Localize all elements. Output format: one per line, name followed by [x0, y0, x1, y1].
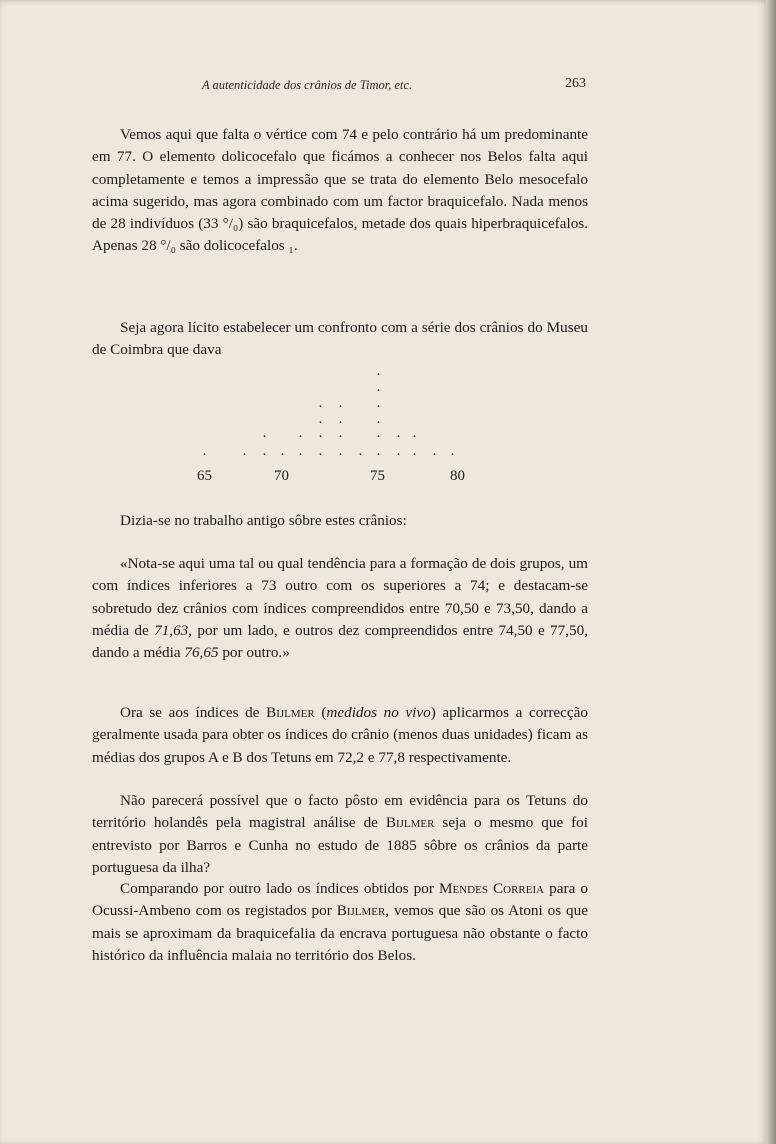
figure-dot: · [262, 429, 267, 445]
dot-distribution-figure [150, 368, 490, 492]
page-number: 263 [565, 76, 586, 91]
figure-dot: · [358, 447, 363, 463]
author-mendes-correia: Mendes Correia [439, 880, 545, 897]
figure-dot: · [338, 429, 343, 445]
paragraph-2-text: Seja agora lícito estabelecer um confronto com a série dos crânios do Museu de Coimbra que dava [92, 319, 588, 359]
paragraph-6-part-1: Comparando por outro lado os índices obtidos por [120, 880, 439, 897]
figure-dot: · [376, 383, 381, 399]
quote-block [92, 553, 588, 664]
figure-dot: · [376, 399, 381, 415]
paragraph-6-text [92, 878, 588, 967]
axis-label-65: 65 [197, 468, 212, 484]
figure-dot: · [318, 447, 323, 463]
paragraph-1-text: Vemos aqui que falta o vértice com 74 e pelo contrário há um predominante em 77. O elemento dolicocefalo que ficámos a conhecer nos Belos falta aqui completamente e temos a impressão que se trata do elemento Belo mesocefalo acima sugerido, mas agora combinado com um factor braquicefalo. Nada menos de 28 indivíduos (33 °/₀) são braquicefalos, metade dos quais hiperbraquicefalos. Apenas 28 °/₀ são dolicocefalos ₁. [92, 126, 588, 255]
paragraph-5-text [92, 790, 588, 879]
author-bijlmer: Bijlmer [336, 902, 386, 920]
figure-dot: · [450, 447, 455, 463]
figure-dot: · [338, 447, 343, 463]
figure-dot: · [376, 415, 381, 431]
figure-dot: · [318, 415, 323, 431]
figure-dot: · [376, 447, 381, 463]
page-header [92, 76, 588, 98]
author-bijlmer: Bijlmer [266, 704, 315, 721]
paragraph-6-part-2: para o Ocussi-Ambeno com os registados por [92, 880, 588, 920]
figure-dot: · [280, 447, 285, 463]
paragraph-4-part-1: Ora se aos índices de [120, 704, 267, 721]
figure-dot: · [376, 429, 381, 445]
figure-dot: · [298, 429, 303, 445]
paragraph-4-part-2: ( [314, 704, 327, 721]
paragraph-6 [92, 878, 588, 967]
axis-label-80: 80 [450, 468, 465, 484]
figure-dot: · [412, 429, 417, 445]
quote-value-1: 71,63 [154, 621, 189, 639]
author-bijlmer: Bijlmer [385, 814, 435, 832]
paragraph-2 [92, 317, 588, 362]
figure-dot: · [262, 447, 267, 463]
quote-value-2: 76,65 [184, 644, 219, 662]
figure-dot: · [432, 447, 437, 463]
page-edge [766, 0, 776, 1144]
running-title: A autenticidade dos crânios de Timor, etc. [202, 78, 413, 92]
figure-dot: · [242, 447, 247, 463]
paragraph-4-italic: medidos no vivo [326, 704, 431, 721]
paragraph-5-part-1: Não parecerá possível que o facto pôsto em evidência para os Tetuns do território holandês pela magistral análise de [92, 792, 588, 832]
axis-label-75: 75 [370, 468, 385, 484]
axis-label-70: 70 [274, 468, 289, 484]
paragraph-4-text [92, 702, 588, 769]
figure-dot: · [376, 367, 381, 383]
figure-dot: · [338, 399, 343, 415]
paragraph-6-part-3: , vemos que são os Atoni os que mais se aproximam da braquicefalia da encrava portuguesa não obstante o facto histórico da influência malaia no território dos Belos. [92, 902, 588, 964]
figure-dot: · [318, 399, 323, 415]
quote-part-3: por outro.» [218, 644, 290, 662]
paragraph-1 [92, 124, 588, 258]
quote-part-1: «Nota-se aqui uma tal ou qual tendência para a formação de dois grupos, um com índices inferiores a 73 outro com os superiores a 74; e destacam-se sobretudo dez crânios com índices compreendidos entre 70,50 e 73,50, dando a média de [92, 555, 588, 639]
figure-dot: · [318, 429, 323, 445]
quote-text [92, 553, 588, 664]
paragraph-5-part-2: seja o mesmo que foi entrevisto por Barros e Cunha no estudo de 1885 sôbre os crânios da parte portuguesa da ilha? [92, 814, 588, 876]
figure-dot: · [298, 447, 303, 463]
paragraph-4-part-3: ) aplicarmos a correcção geralmente usada para obter os índices do crânio (menos duas unidades) ficam as médias dos grupos A e B dos Tetuns em 72,2 e 77,8 respectivamente. [92, 704, 588, 766]
figure-dot: · [396, 447, 401, 463]
figure-dot: · [396, 429, 401, 445]
paragraph-4 [92, 702, 588, 769]
paragraph-3 [92, 510, 588, 532]
paragraph-3-text: Dizia-se no trabalho antigo sôbre estes crânios: [120, 512, 407, 529]
figure-dot: · [338, 415, 343, 431]
paragraph-5 [92, 790, 588, 879]
figure-dot: · [412, 447, 417, 463]
quote-part-2: , por um lado, e outros dez compreendidos entre 74,50 e 77,50, dando a média [92, 621, 588, 662]
figure-dot: · [202, 447, 207, 463]
